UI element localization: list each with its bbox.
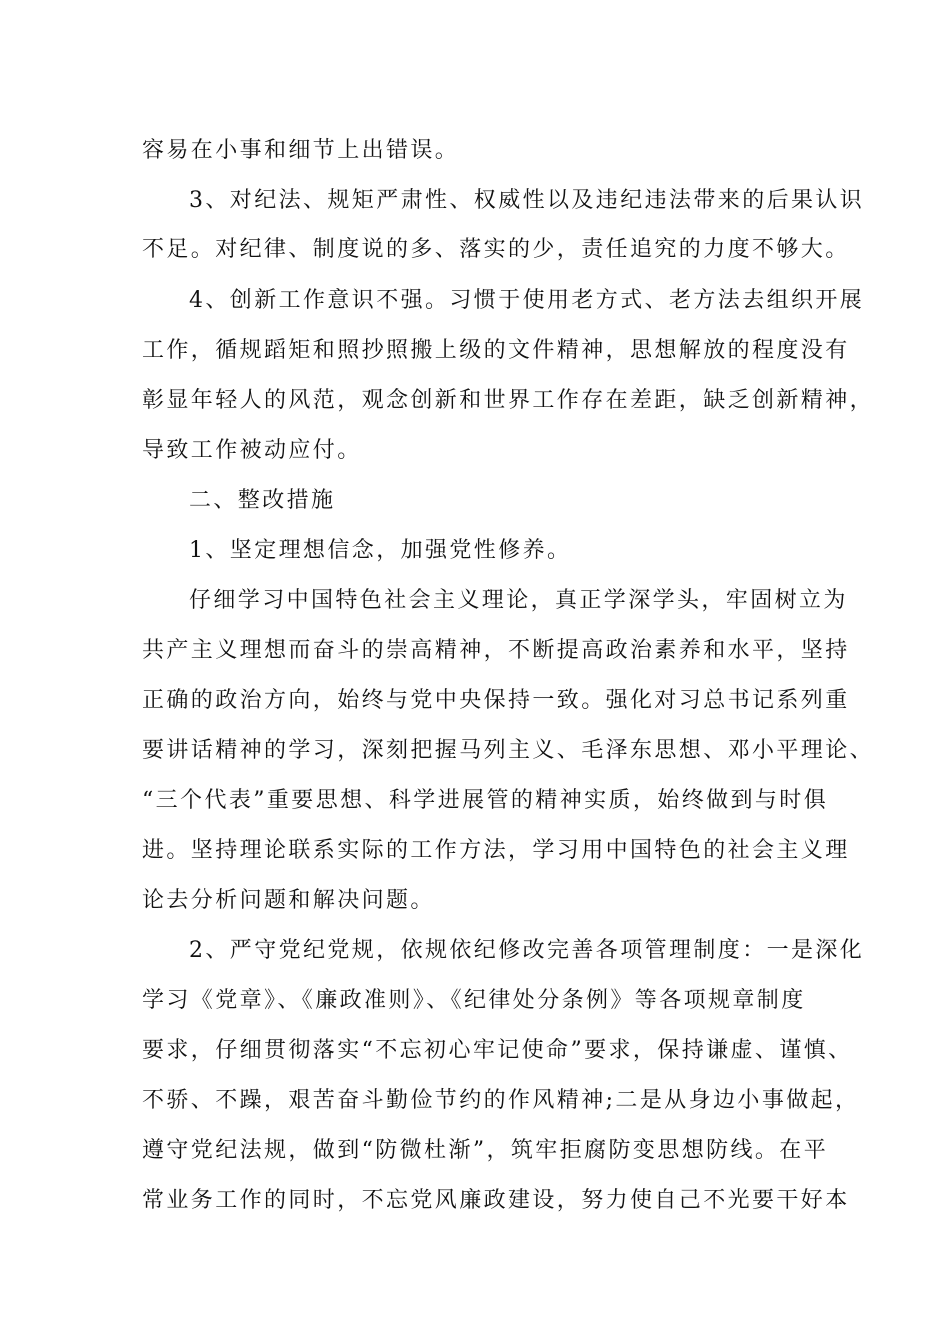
section-heading: 二、整改措施 <box>189 488 336 513</box>
text-line: 学习《党章》、《廉政准则》、《纪律处分条例》等各项规章制度 <box>142 988 806 1013</box>
text-line: 不骄、不躁，艰苦奋斗勤俭节约的作风精神;二是从身边小事做起， <box>142 1088 860 1113</box>
text-line: 要求，仔细贯彻落实“不忘初心牢记使命”要求，保持谦虚、谨慎、 <box>142 1038 853 1063</box>
text-line: 遵守党纪法规，做到“防微杜渐”，筑牢拒腐防变思想防线。在平 <box>142 1138 829 1163</box>
text-line: 2、严守党纪党规，依规依纪修改完善各项管理制度：一是深化 <box>189 938 865 963</box>
text-line: 要讲话精神的学习，深刻把握马列主义、毛泽东思想、邓小平理论、 <box>142 738 875 763</box>
text-line: 4、创新工作意识不强。习惯于使用老方式、老方法去组织开展 <box>189 288 865 313</box>
text-line: 论去分析问题和解决问题。 <box>142 888 435 913</box>
text-line: 工作，循规蹈矩和照抄照搬上级的文件精神，思想解放的程度没有 <box>142 338 850 363</box>
text-line: 导致工作被动应付。 <box>142 438 362 463</box>
text-line: 共产主义理想而奋斗的崇高精神，不断提高政治素养和水平，坚持 <box>142 638 850 663</box>
text-line: 不足。对纪律、制度说的多、落实的少，责任追究的力度不够大。 <box>142 237 850 262</box>
text-line: 容易在小事和细节上出错误。 <box>142 138 460 163</box>
text-line: “三个代表”重要思想、科学进展管的精神实质，始终做到与时俱 <box>142 788 829 813</box>
text-line: 正确的政治方向，始终与党中央保持一致。强化对习总书记系列重 <box>142 688 850 713</box>
text-line: 仔细学习中国特色社会主义理论，真正学深学头，牢固树立为 <box>189 588 848 613</box>
text-line: 常业务工作的同时，不忘党风廉政建设，努力使自己不光要干好本 <box>142 1188 850 1213</box>
subsection-heading: 1、坚定理想信念，加强党性修养。 <box>189 538 572 563</box>
text-line: 彰显年轻人的风范，观念创新和世界工作存在差距，缺乏创新精神， <box>142 388 875 413</box>
text-line: 进。坚持理论联系实际的工作方法，学习用中国特色的社会主义理 <box>142 838 850 863</box>
text-line: 3、对纪法、规矩严肃性、权威性以及违纪违法带来的后果认识 <box>189 188 865 213</box>
